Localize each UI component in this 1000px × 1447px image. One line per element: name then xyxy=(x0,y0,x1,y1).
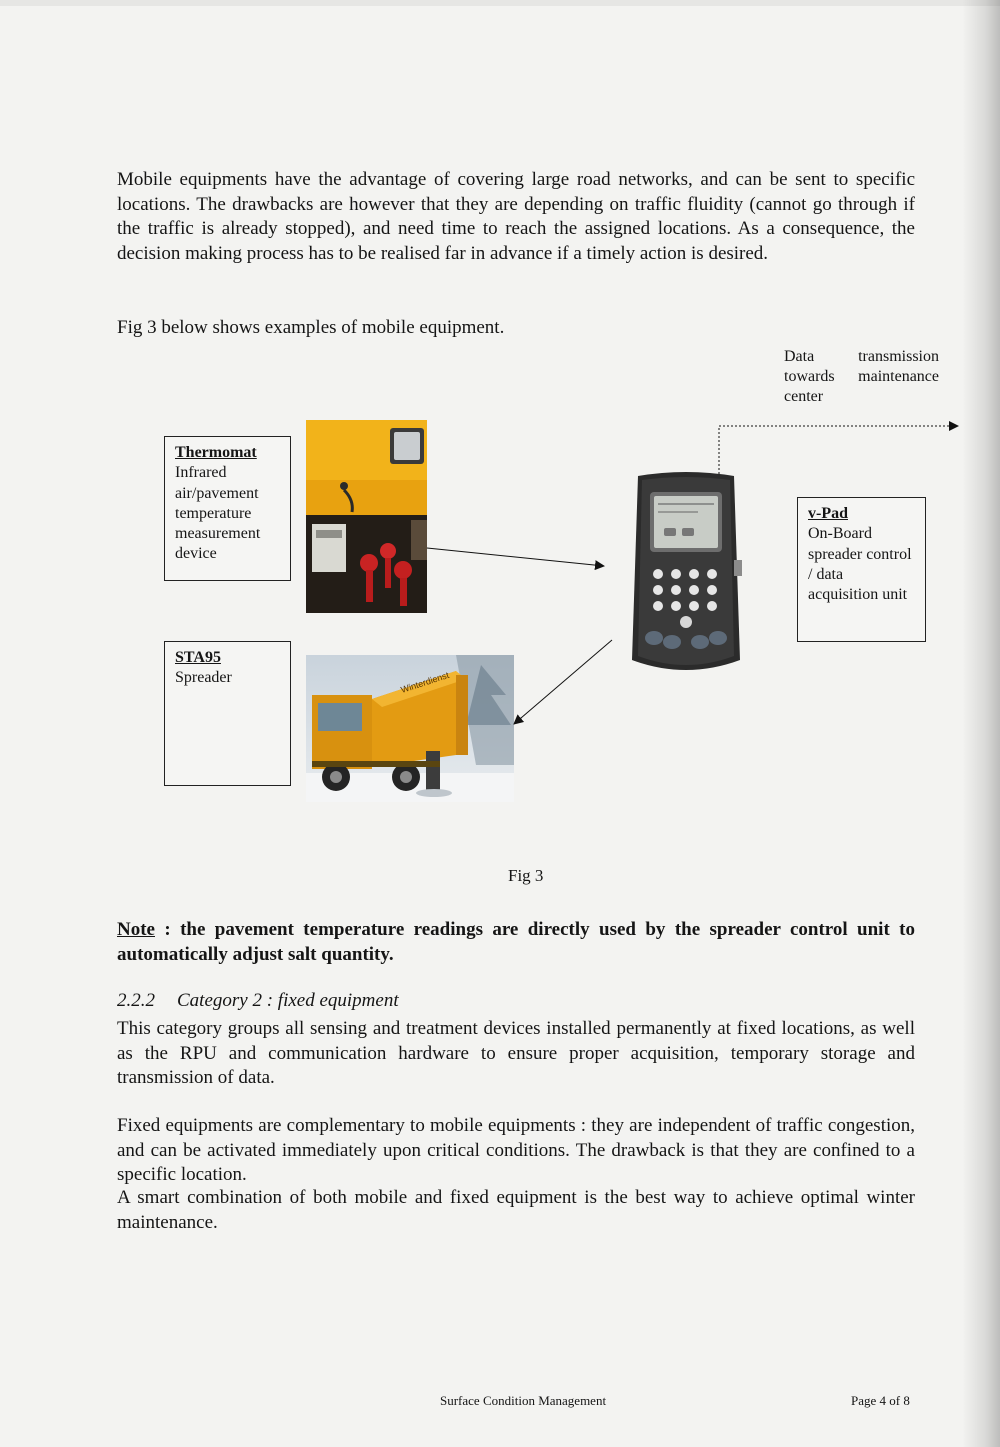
figure-caption: Fig 3 xyxy=(508,866,544,885)
truck-brand-label: Winterdienst xyxy=(399,669,451,695)
section-number: 2.2.2 xyxy=(117,990,155,1011)
footer-page-number: Page 4 of 8 xyxy=(851,1393,910,1408)
section-heading xyxy=(117,990,399,1012)
footer-title: Surface Condition Management xyxy=(440,1393,607,1408)
arrow-vpad-to-spreader xyxy=(514,640,612,724)
note-label: Note xyxy=(117,919,155,940)
paragraph-fig3-intro: Fig 3 below shows examples of mobile equipment. xyxy=(117,317,505,338)
data-transmission-label: Data transmission towards maintenance center xyxy=(784,348,939,405)
arrow-thermomat-to-vpad xyxy=(427,548,604,566)
vpad-desc: On-Board spreader control / data acquisition unit xyxy=(808,525,912,604)
sta95-title: STA95 xyxy=(175,649,221,666)
section-body: This category groups all sensing and treatment devices installed permanently at fixed locations, as well as the RPU and communication hardware to ensure proper acquisition, temporary storage and transmission of data. xyxy=(117,1018,915,1088)
note-paragraph xyxy=(117,918,915,967)
fixed-paragraph-1: Fixed equipments are complementary to mobile equipments : they are independent of traffic congestion, and can be activated immediately upon critical conditions. The drawback is that they are confined to a specific location. xyxy=(117,1115,915,1185)
paragraph-mobile-intro: Mobile equipments have the advantage of covering large road networks, and can be sent to specific locations. The drawbacks are however that they are depending on traffic fluidity (cannot go through if the traffic is already stopped), and need time to reach the assigned locations. As a consequence, the decision making process has to be realised far in advance if a timely action is desired. xyxy=(117,169,915,264)
sta95-desc: Spreader xyxy=(175,669,232,687)
thermomat-title: Thermomat xyxy=(175,444,257,461)
vpad-title: v-Pad xyxy=(808,505,848,522)
fixed-paragraph-2: A smart combination of both mobile and fixed equipment is the best way to achieve optimal winter maintenance. xyxy=(117,1187,915,1233)
section-title: Category 2 : fixed equipment xyxy=(177,990,399,1011)
note-text: : the pavement temperature readings are directly used by the spreader control unit to automatically adjust salt quantity. xyxy=(117,919,915,965)
thermomat-desc: Infrared air/pavement temperature measurement device xyxy=(175,464,261,563)
arrow-data-transmission xyxy=(719,426,958,474)
